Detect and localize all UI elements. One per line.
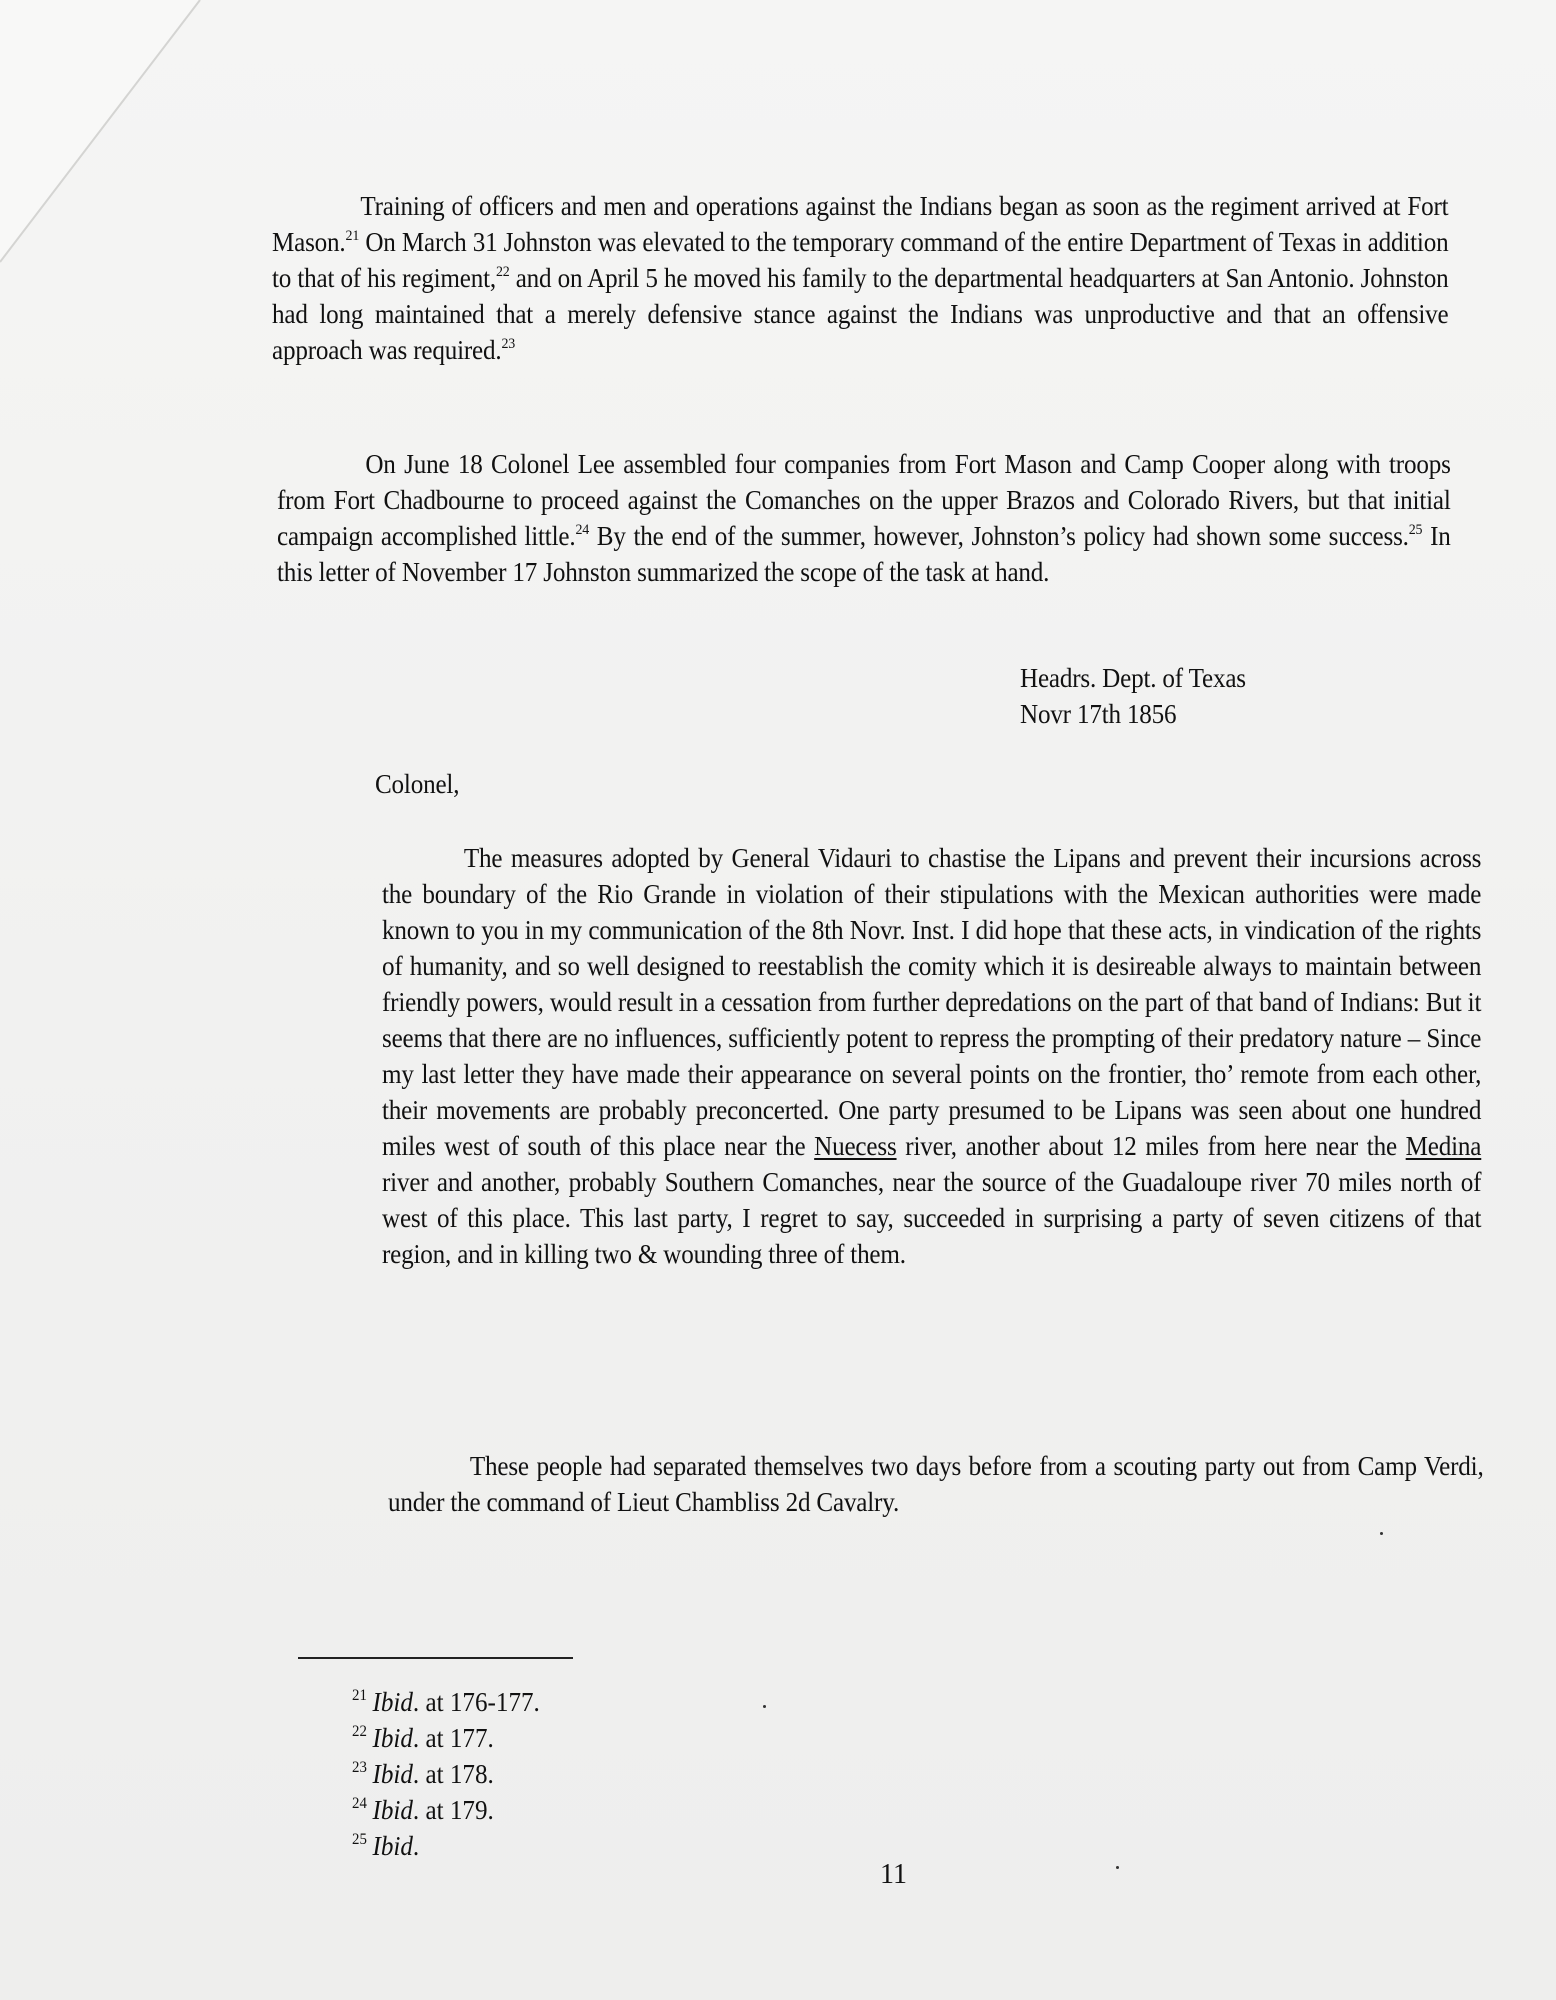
- footnote-text: . at 179.: [412, 1795, 494, 1825]
- footnote-number: 24: [352, 1795, 367, 1812]
- scan-speck: [1116, 1866, 1119, 1869]
- letter-heading-date: Novr 17th 1856: [1020, 699, 1177, 729]
- letter-paragraph-1: [382, 840, 1481, 1272]
- footnote-reference: 22: [495, 264, 510, 280]
- letter-heading-place: Headrs. Dept. of Texas: [1020, 663, 1246, 693]
- footnote-text: . at 176-177.: [412, 1687, 540, 1717]
- footnote-number: 23: [352, 1759, 367, 1776]
- body-paragraph-1: [272, 188, 1448, 368]
- letter-paragraph-2: [388, 1448, 1484, 1520]
- paragraph-text: These people had separated themselves two days before from a scouting party out from Camp Verdi, under the command of Lieut Chambliss 2d Cavalry.: [388, 1451, 1484, 1517]
- footnote-text: . at 177.: [412, 1723, 494, 1753]
- footnote-ibid: Ibid: [372, 1759, 413, 1789]
- salutation-text: Colonel,: [375, 769, 460, 799]
- underlined-place-name: Nuecess: [814, 1131, 897, 1161]
- page-number: 11: [880, 1859, 907, 1890]
- body-paragraph-2: [277, 446, 1451, 590]
- footnote-ibid: Ibid: [372, 1687, 413, 1717]
- paragraph-text: On June 18 Colonel Lee assembled four companies from Fort Mason and Camp Cooper along with troops from Fort Chadbourne to proceed against the Comanches on the upper Brazos and Colorado Rivers, but that initial campaign accomplished little.$^{24}$ By the end of the summer, however, Johnston’s policy had shown some success.$^{25}$ In this letter of November 17 Johnston summarized the scope of the task at hand.: [277, 449, 1451, 587]
- letter-salutation: [375, 766, 654, 802]
- letter-heading: [1020, 660, 1411, 732]
- footnote-text: .: [412, 1831, 420, 1861]
- footnote-number: 25: [352, 1831, 367, 1848]
- footnote-ibid: Ibid: [372, 1723, 413, 1753]
- footnote-number: 22: [352, 1723, 367, 1740]
- footnote: [352, 1756, 540, 1792]
- footnote: [352, 1828, 540, 1864]
- footnote-text: . at 178.: [412, 1759, 494, 1789]
- footnote-number: 21: [352, 1687, 367, 1704]
- footnote-reference: 25: [1408, 522, 1423, 538]
- footnote-reference: 23: [501, 336, 516, 352]
- scan-speck: [1380, 1532, 1383, 1535]
- footnote-reference: 24: [575, 522, 590, 538]
- footnote-ibid: Ibid: [372, 1795, 413, 1825]
- paragraph-text: Training of officers and men and operations against the Indians began as soon as the regiment arrived at Fort Mason.$^{21}$ On March 31 Johnston was elevated to the temporary command of the entire Department of Texas in addition to that of his regiment,$^{22}$ and on April 5 he moved his family to the departmental headquarters at San Antonio. Johnston had long maintained that a merely defensive stance against the Indians was unproductive and that an offensive approach was required.$^{23}$: [272, 191, 1449, 365]
- footnote: [352, 1684, 540, 1720]
- underlined-place-name: Medina: [1405, 1131, 1482, 1161]
- footnote-separator: [298, 1657, 573, 1659]
- footnote-reference: 21: [345, 228, 360, 244]
- footnote: [352, 1720, 540, 1756]
- footnote-ibid: Ibid: [372, 1831, 413, 1861]
- paragraph-text: The measures adopted by General Vidauri to chastise the Lipans and prevent their incursions across the boundary of the Rio Grande in violation of their stipulations with the Mexican authorities were made known to you in my communication of the 8th Novr. Inst. I did hope that these acts, in vindication of the rights of humanity, and so well designed to reestablish the comity which it is desireable always to maintain between friendly powers, would result in a cessation from further depredations on the part of that band of Indians: But it seems that there are no influences, sufficiently potent to repress the prompting of their predatory nature – Since my last letter they have made their appearance on several points on the frontier, tho’ remote from each other, their movements are probably preconcerted. One party presumed to be Lipans was seen about one hundred miles west of south of this place near the Nuecess river, another about 12 miles from here near the Medina river and another, probably Southern Comanches, near the source of the Guadaloupe river 70 miles north of west of this place. This last party, I regret to say, succeeded in surprising a party of seven citizens of that region, and in killing two & wounding three of them.: [382, 843, 1482, 1269]
- footnotes: [352, 1684, 540, 1864]
- scan-speck: [763, 1705, 766, 1708]
- footnote: [352, 1792, 540, 1828]
